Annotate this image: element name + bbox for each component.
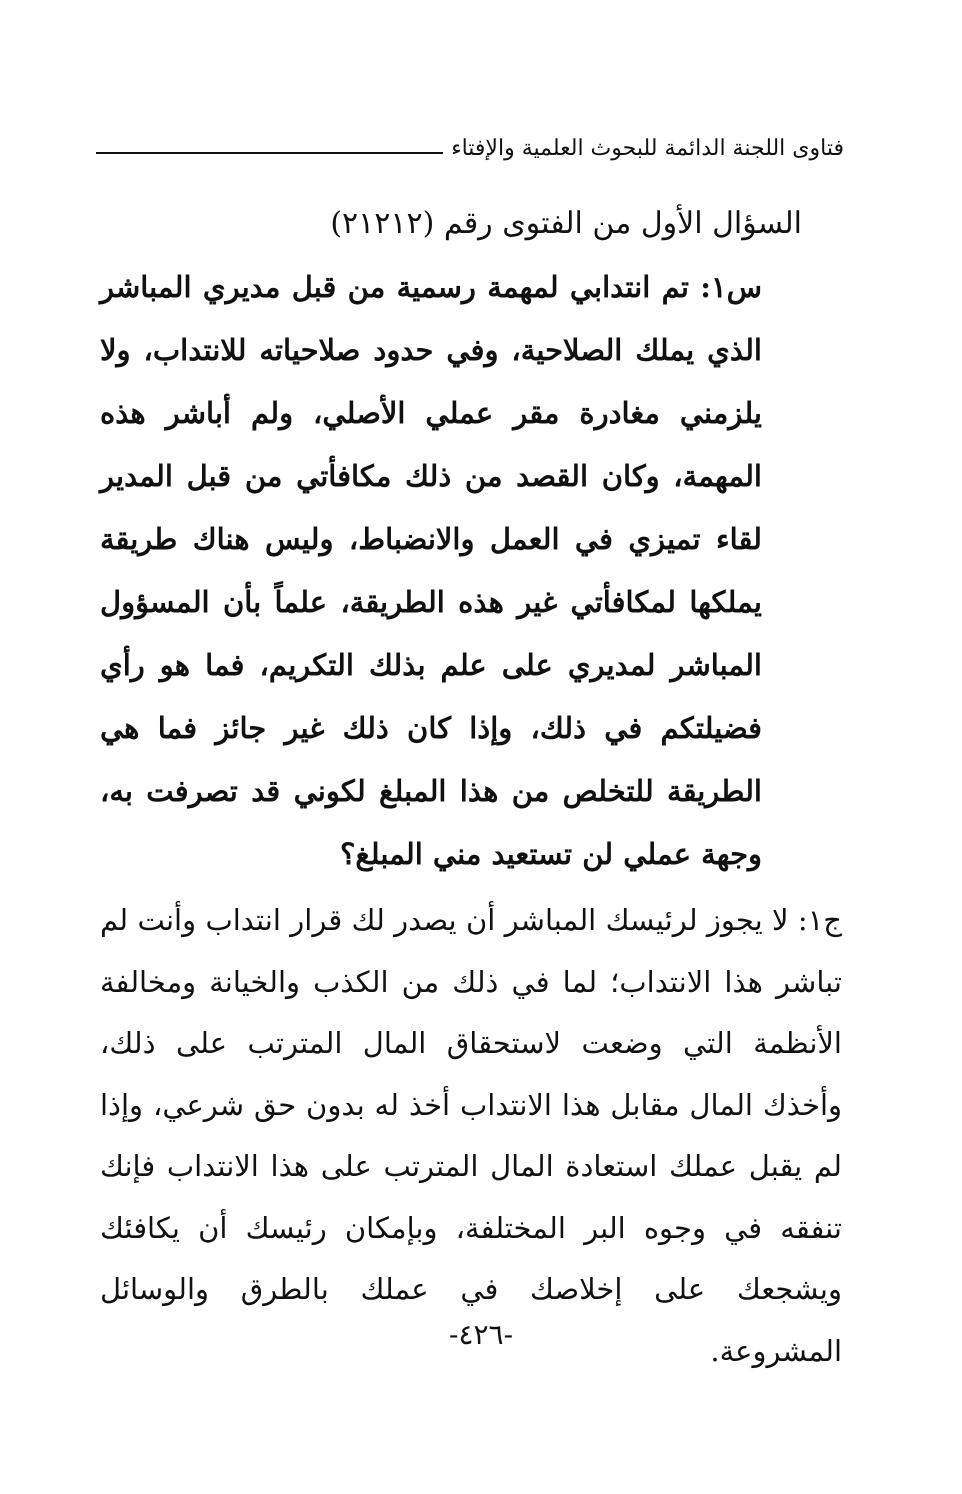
header-rule <box>96 152 443 154</box>
question-text: س١: تم انتدابي لمهمة رسمية من قبل مديري المباشر الذي يملك الصلاحية، وفي حدود صلاحياته للانتداب، ولا يلزمني مغادرة مقر عملي الأصلي، ولم أباشر هذه المهمة، وكان القصد من ذلك مكافأتي من قبل المدير لقاء تميزي في العمل والانضباط، وليس هناك طريقة يملكها لمكافأتي غير هذه الطريقة، علماً بأن المسؤول المباشر لمديري على علم بذلك التكريم، فما هو رأي فضيلتكم في ذلك، وإذا كان ذلك غير جائز فما هي الطريقة للتخلص من هذا المبلغ لكوني قد تصرفت به، وجهة عملي لن تستعيد مني المبلغ؟ <box>100 270 762 871</box>
header-title: فتاوى اللجنة الدائمة للبحوث العلمية والإفتاء <box>451 135 844 161</box>
answer-text: ج١: لا يجوز لرئيسك المباشر أن يصدر لك قرار انتداب وأنت لم تباشر هذا الانتداب؛ لما في ذلك من الكذب والخيانة ومخالفة الأنظمة التي وضعت لاستحقاق المال المترتب على ذلك، وأخذك المال مقابل هذا الانتداب أخذ له بدون حق شرعي، وإذا لم يقبل عملك استعادة المال المترتب على هذا الانتداب فإنك تنفقه في وجوه البر المختلفة، وبإمكان رئيسك أن يكافئك ويشجعك على إخلاصك في عملك بالطرق والوسائل المشروعة. <box>100 903 842 1368</box>
fatwa-body <box>100 196 842 1382</box>
page-number: -٤٢٦- <box>448 1318 514 1351</box>
running-header <box>96 128 844 168</box>
fatwa-title: السؤال الأول من الفتوى رقم (٢١٢١٢) <box>330 206 802 241</box>
